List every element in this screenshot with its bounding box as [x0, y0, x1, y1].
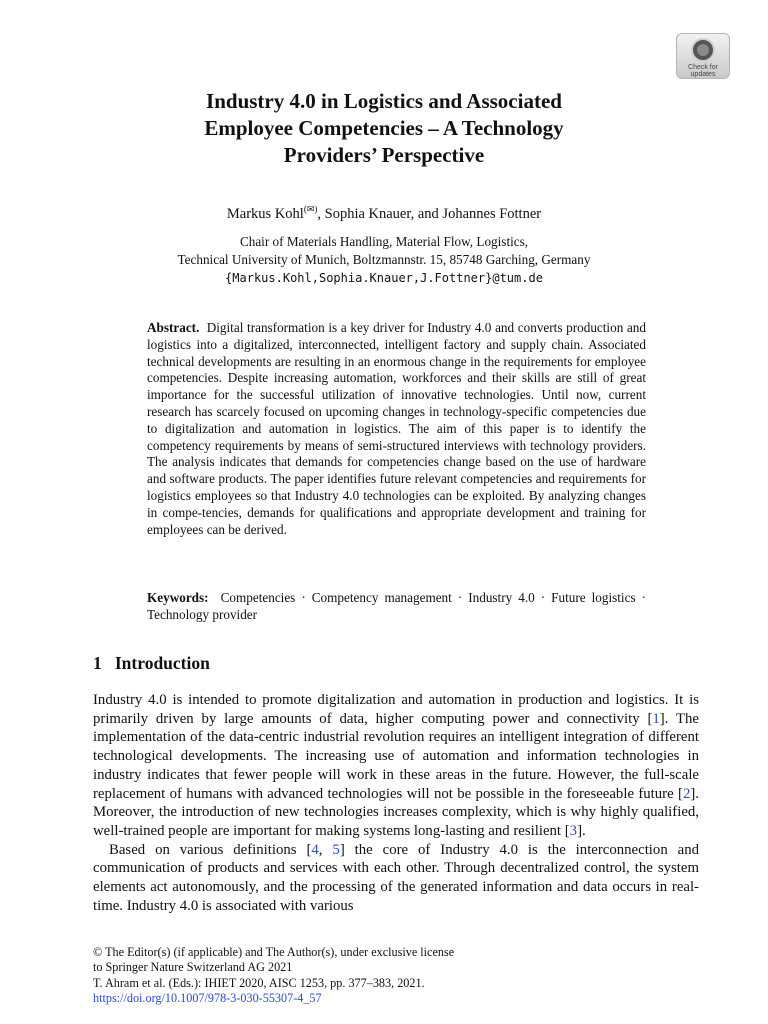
citation-link[interactable]: 2 — [682, 785, 691, 802]
affiliation-line-1: Chair of Materials Handling, Material Flow, Logistics, — [239, 234, 529, 249]
title-line-2: Employee Competencies – A Technology — [204, 116, 564, 140]
check-for-updates-badge[interactable] — [676, 33, 730, 79]
author-kohl: Markus Kohl — [226, 206, 304, 222]
citation-link[interactable]: 1 — [652, 710, 660, 727]
paper-title — [110, 88, 658, 169]
footer-line-3: T. Ahram et al. (Eds.): IHIET 2020, AISC 1253, pp. 377–383, 2021. — [93, 975, 425, 990]
footer-line-1: © The Editor(s) (if applicable) and The Author(s), under exclusive license — [93, 945, 455, 959]
abstract-label: Abstract. — [147, 320, 200, 335]
intro-paragraph-2 — [93, 841, 699, 916]
keywords-text: Competencies · Competency management · Industry 4.0 · Future logistics · Technology provider — [147, 590, 646, 622]
corresponding-author-icon: (✉) — [303, 204, 318, 214]
badge-text-2: updates — [690, 71, 716, 78]
abstract — [147, 320, 646, 538]
footer-line-2: to Springer Nature Switzerland AG 2021 — [93, 960, 293, 975]
intro-text: ]. Moreover, the introduction of new technologies increases complexity, which is why highly qualified, well-trained people are important for making systems long-lasting and resilient [ — [93, 785, 699, 839]
section-number: 1 — [93, 653, 102, 673]
section-heading — [93, 652, 210, 674]
citation-link[interactable]: 5 — [332, 841, 340, 858]
intro-paragraph-1 — [93, 691, 699, 841]
keywords — [147, 589, 646, 623]
citation-link[interactable]: 3 — [569, 822, 578, 839]
section-title: Introduction — [114, 653, 210, 673]
title-line-1: Industry 4.0 in Logistics and Associated — [206, 89, 562, 113]
title-line-3: Providers’ Perspective — [283, 143, 485, 167]
author-list — [100, 200, 668, 223]
intro-text: ]. — [577, 822, 586, 839]
intro-text: , — [318, 841, 333, 858]
affiliation-line-2: Technical University of Munich, Boltzmannstr. 15, 85748 Garching, Germany — [177, 252, 591, 267]
affiliation — [100, 233, 668, 287]
copyright-footer — [93, 945, 699, 1006]
introduction-body — [93, 691, 699, 915]
intro-text: ] the core of Industry 4.0 is the interconnection and communication of products and services with each other. Through decentralized control, the system elements act autonomously, and the processing of the generated information and data occurs in real-time. Industry 4.0 is associated with various — [93, 841, 699, 914]
intro-text: ]. The implementation of the data-centric industrial revolution requires an intelligent integration of different technological developments. The increasing use of automation and information technologies in industry indicates that fewer people will work in these areas in the future. However, the full-scale replacement of humans with advanced technologies will not be possible in the foreseeable future [ — [93, 710, 699, 802]
other-authors: , Sophia Knauer, and Johannes Fottner — [317, 206, 542, 222]
intro-text: Based on various definitions [ — [109, 841, 312, 858]
author-emails: {Markus.Kohl,Sophia.Knauer,J.Fottner}@tum.de — [225, 271, 543, 285]
abstract-text: Digital transformation is a key driver for Industry 4.0 and converts production and logistics into a digitalized, interconnected, intelligent factory and supply chain. Associated technical developments are resulting in an enormous change in the requirements for employee competencies. Despite increasing automation, workforces and their skills are still of great importance for the successful utilization of innovative technologies. Until now, current research has scarcely focused on upcoming changes in technology-specific competencies due to digitalization and automation in logistics. The aim of this paper is to identify the competency requirements by means of semi-structured interviews with technology providers. The analysis indicates that demands for competencies change based on the use of hardware and software products. The paper identifies future relevant competencies and requirements for logistics employees so that Industry 4.0 technologies can be exploited. By analyzing changes in compe-tencies, demands for qualifications and appropriate development and training for employees can be derived. — [147, 320, 646, 537]
keywords-label: Keywords: — [147, 590, 209, 605]
update-icon — [691, 38, 715, 62]
badge-text-1: Check for — [688, 64, 718, 71]
intro-text: Industry 4.0 is intended to promote digitalization and automation in production and logistics. It is primarily driven by large amounts of data, higher computing power and connectivity [ — [93, 692, 699, 727]
doi-link[interactable]: https://doi.org/10.1007/978-3-030-55307-4_57 — [93, 990, 322, 1005]
citation-link[interactable]: 4 — [311, 841, 319, 858]
